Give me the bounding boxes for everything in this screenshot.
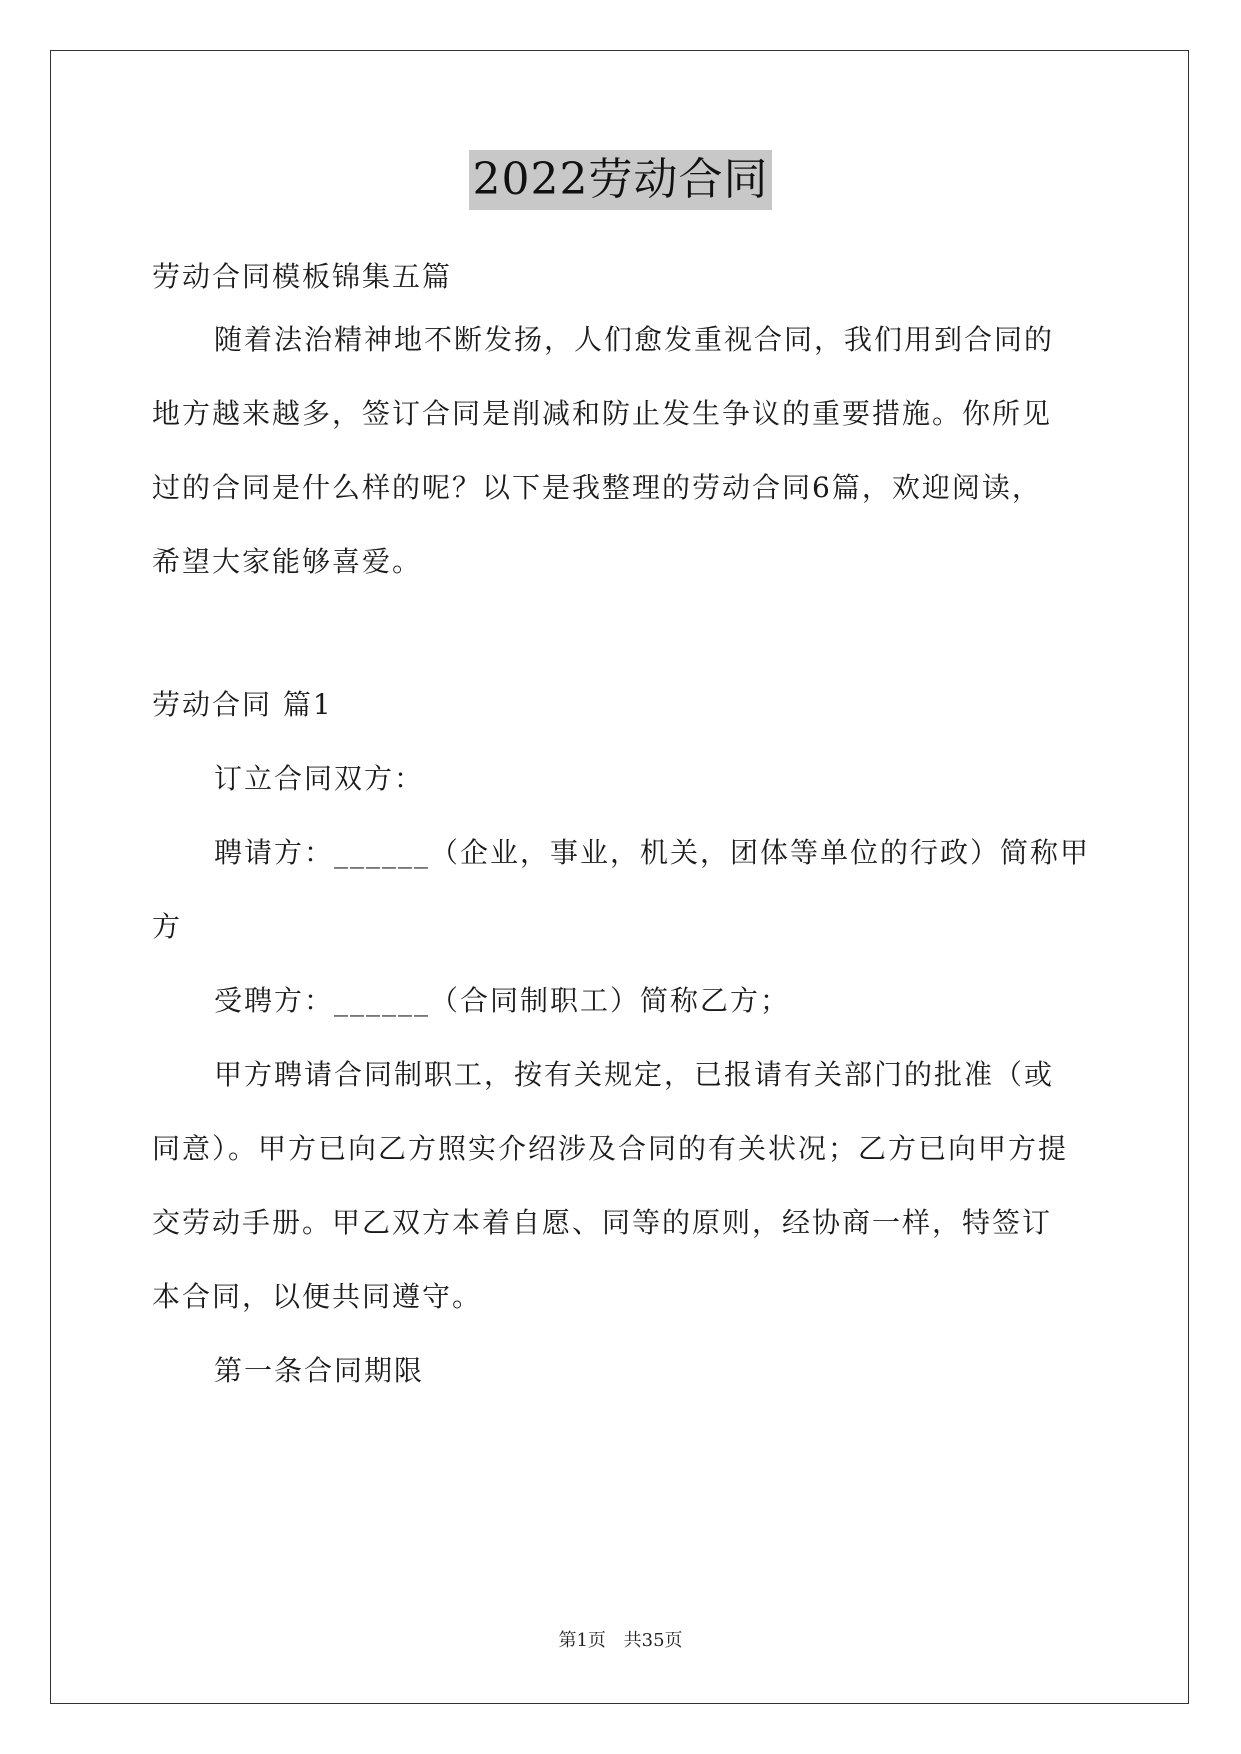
intro-line-2: 地方越来越多，签订合同是削减和防止发生争议的重要措施。你所见: [152, 397, 1053, 430]
intro-line-1: 随着法治精神地不断发扬，人们愈发重视合同，我们用到合同的: [214, 323, 1055, 356]
intro-line-3: 过的合同是什么样的呢？以下是我整理的劳动合同6篇，欢迎阅读，: [152, 471, 1042, 504]
page-total: 共35页: [623, 1630, 683, 1651]
document-title: 2022劳动合同: [469, 150, 773, 210]
title-container: [0, 150, 1241, 210]
document-subtitle: 劳动合同模板锦集五篇: [152, 260, 453, 293]
employee-line: 受聘方：______（合同制职工）简称乙方；: [214, 984, 791, 1017]
employer-line-1: 聘请方：______（企业，事业，机关，团体等单位的行政）简称甲: [214, 836, 1091, 869]
page-footer: [0, 1626, 1241, 1652]
section-heading: 劳动合同 篇1: [152, 688, 333, 721]
parties-label: 订立合同双方：: [214, 762, 425, 795]
intro-line-4: 希望大家能够喜爱。: [152, 545, 423, 578]
preamble-line-4: 本合同，以便共同遵守。: [152, 1280, 483, 1313]
preamble-line-1: 甲方聘请合同制职工，按有关规定，已报请有关部门的批准（或: [214, 1058, 1055, 1091]
preamble-line-2: 同意）。甲方已向乙方照实介绍涉及合同的有关状况；乙方已向甲方提: [152, 1132, 1069, 1165]
employer-line-2: 方: [152, 910, 183, 943]
preamble-line-3: 交劳动手册。甲乙双方本着自愿、同等的原则，经协商一样，特签订: [152, 1206, 1053, 1239]
page-number: 第1页: [558, 1630, 606, 1651]
article-1-heading: 第一条合同期限: [214, 1354, 425, 1387]
